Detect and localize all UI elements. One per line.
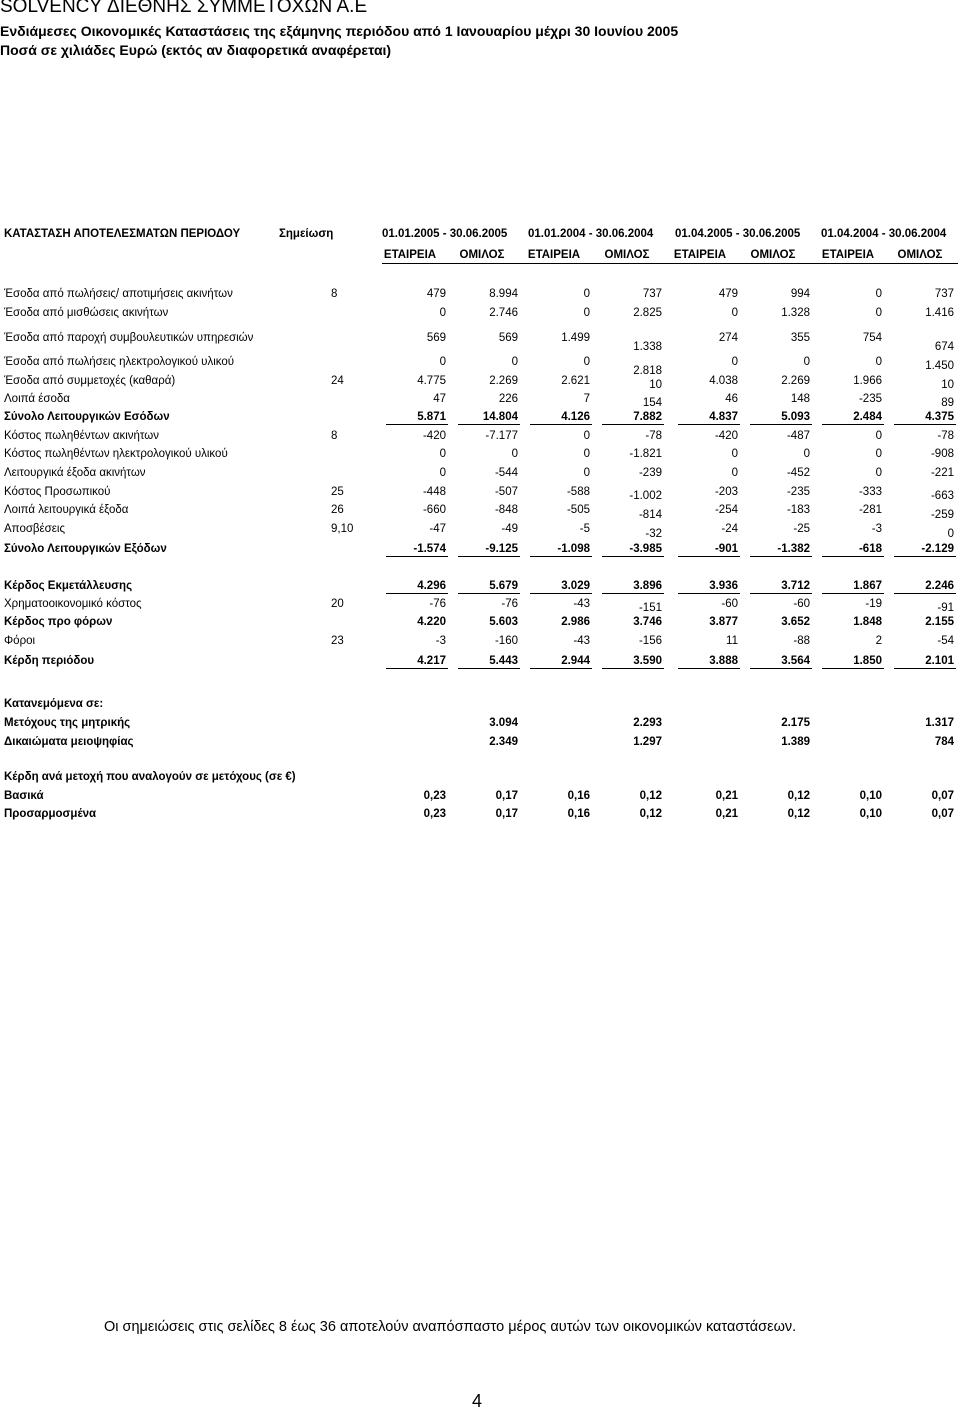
cell-value: 0 [511,448,518,460]
period-header-1: 01.01.2005 - 30.06.2005 [382,228,508,240]
note-column-header: Σημείωση [279,228,334,240]
cell-value: -618 [858,543,882,555]
cell-value: -239 [638,467,662,479]
cell-value: 1.416 [925,307,954,319]
row-note: 20 [331,598,344,610]
allocation-value: 3.094 [489,717,518,729]
eps-value: 0,12 [787,808,810,820]
cell-value: 0 [583,307,590,319]
total-underline [678,593,740,594]
eps-value: 0,12 [639,790,662,802]
cell-value: 0 [947,528,954,540]
eps-value: 0,12 [639,808,662,820]
cell-value: 3.936 [709,580,738,592]
total-underline [458,593,520,594]
entity-header: ΟΜΙΛΟΣ [897,249,943,261]
cell-value: 3.712 [781,580,810,592]
eps-value: 0,21 [715,808,738,820]
allocation-value: 2.349 [489,736,518,748]
cell-value: -9.125 [485,543,518,555]
cell-value: 0 [731,356,738,368]
cell-value: -1.574 [413,543,446,555]
cell-value: 3.888 [709,655,738,667]
cell-value: -60 [721,598,738,610]
cell-value: 0 [875,356,882,368]
cell-value: -505 [566,504,590,516]
entity-header: ΟΜΙΛΟΣ [459,249,505,261]
cell-value: 1.338 [633,341,662,353]
cell-value: 14.804 [482,411,518,423]
cell-value: -448 [422,486,446,498]
cell-value: -1.002 [629,490,662,502]
cell-value: 0 [583,430,590,442]
row-note: 25 [331,486,344,498]
cell-value: -908 [930,448,954,460]
row-note: 9,10 [331,523,354,535]
cell-value: 4.126 [561,411,590,423]
row-label: Σύνολο Λειτουργικών Εσόδων [4,411,170,423]
cell-value: 355 [790,332,810,344]
total-underline [822,556,884,557]
cell-value: 7 [583,393,590,405]
cell-value: 46 [725,393,738,405]
total-underline [530,668,592,669]
total-underline [386,424,448,425]
entity-header: ΕΤΑΙΡΕΙΑ [821,249,875,261]
cell-value: -43 [573,635,590,647]
eps-value: 0,07 [931,808,954,820]
row-label: Αποσβέσεις [4,523,65,535]
cell-value: -3.985 [629,543,662,555]
cell-value: -1.098 [557,543,590,555]
total-underline [894,668,956,669]
cell-value: 674 [934,341,954,353]
cell-value: -259 [930,509,954,521]
cell-value: -814 [638,509,662,521]
cell-value: 1.328 [781,307,810,319]
total-underline [386,556,448,557]
company-title: SOLVENCY ΔΙΕΘΝΗΣ ΣΥΜΜΕΤΟΧΩΝ Α.Ε [0,0,368,17]
cell-value: -487 [786,430,810,442]
total-underline [602,424,664,425]
cell-value: -588 [566,486,590,498]
row-label: Έσοδα από συμμετοχές (καθαρά) [4,375,176,387]
total-underline [386,668,448,669]
row-label: Χρηματοοικονομικό κόστος [4,598,142,610]
cell-value: -19 [865,598,882,610]
cell-value: 754 [862,332,882,344]
cell-value: -3 [435,635,446,647]
cell-value: 737 [642,288,662,300]
cell-value: 89 [941,397,954,409]
cell-value: -254 [714,504,738,516]
cell-value: -25 [793,523,810,535]
period-header-4: 01.04.2004 - 30.06.2004 [821,228,947,240]
header-rule [382,263,958,264]
cell-value: 5.603 [489,616,518,628]
cell-value: 154 [642,397,662,409]
total-underline [678,424,740,425]
row-note: 26 [331,504,344,516]
cell-value: 3.652 [781,616,810,628]
row-label: Κέρδος προ φόρων [4,616,113,628]
cell-value: 0 [511,356,518,368]
eps-title: Κέρδη ανά μετοχή που αναλογούν σε μετόχους (σε €) [4,771,296,783]
cell-value: 569 [498,332,518,344]
eps-value: 0,16 [567,790,590,802]
total-underline [750,668,812,669]
eps-value: 0,17 [495,808,518,820]
total-underline [822,424,884,425]
total-underline [822,668,884,669]
allocation-label: Μετόχους της μητρικής [4,717,131,729]
cell-value: -54 [937,635,954,647]
eps-value: 0,10 [859,790,882,802]
row-label: Κόστος Προσωπικού [4,486,111,498]
cell-value: 3.029 [561,580,590,592]
cell-value: -88 [793,635,810,647]
cell-value: 5.443 [489,655,518,667]
eps-value: 0,16 [567,808,590,820]
total-underline [750,424,812,425]
cell-value: 0 [439,467,446,479]
cell-value: 994 [790,288,810,300]
cell-value: 0 [439,307,446,319]
cell-value: 0 [731,307,738,319]
row-label: Σύνολο Λειτουργικών Εξόδων [4,543,167,555]
cell-value: 569 [426,332,446,344]
cell-value: 0 [439,448,446,460]
total-underline [602,556,664,557]
total-underline [894,593,956,594]
total-underline [678,556,740,557]
cell-value: -848 [494,504,518,516]
cell-value: -901 [714,543,738,555]
cell-value: -43 [573,598,590,610]
cell-value: -333 [858,486,882,498]
footer-note: Οι σημειώσεις στις σελίδες 8 έως 36 αποτελούν αναπόσπαστο μέρος αυτών των οικονομικών καταστάσεων. [104,1319,797,1335]
row-note: 8 [331,288,338,300]
cell-value: 8.994 [489,288,518,300]
cell-value: 3.896 [633,580,662,592]
row-label: Κέρδη περιόδου [4,655,95,667]
cell-value: 1.499 [561,332,590,344]
cell-value: 3.877 [709,616,738,628]
eps-value: 0,17 [495,790,518,802]
cell-value: -452 [786,467,810,479]
entity-header: ΕΤΑΙΡΕΙΑ [383,249,437,261]
cell-value: 5.679 [489,580,518,592]
cell-value: -160 [494,635,518,647]
total-underline [678,668,740,669]
cell-value: 7.882 [633,411,662,423]
total-underline [894,556,956,557]
eps-value: 0,12 [787,790,810,802]
row-label: Κέρδος Εκμετάλλευσης [4,580,133,592]
eps-value: 0,10 [859,808,882,820]
cell-value: 4.296 [417,580,446,592]
cell-value: -91 [937,602,954,614]
cell-value: 0 [875,448,882,460]
cell-value: 4.220 [417,616,446,628]
cell-value: -60 [793,598,810,610]
cell-value: 479 [426,288,446,300]
cell-value: 0 [803,356,810,368]
allocation-value: 1.389 [781,736,810,748]
cell-value: -47 [429,523,446,535]
cell-value: -76 [429,598,446,610]
cell-value: 1.850 [853,655,882,667]
cell-value: 2.825 [633,307,662,319]
cell-value: -660 [422,504,446,516]
cell-value: -156 [638,635,662,647]
cell-value: 47 [433,393,446,405]
cell-value: 2.269 [489,375,518,387]
cell-value: -203 [714,486,738,498]
cell-value: 0 [875,288,882,300]
eps-value: 0,23 [423,808,446,820]
cell-value: -420 [422,430,446,442]
cell-value: -1.821 [629,448,662,460]
cell-value: 2.986 [561,616,590,628]
cell-value: -1.382 [777,543,810,555]
allocation-value: 1.317 [925,717,954,729]
cell-value: -76 [501,598,518,610]
cell-value: -3 [871,523,882,535]
row-label: Κόστος πωληθέντων ακινήτων [4,430,159,442]
cell-value: 2.101 [925,655,954,667]
row-note: 8 [331,430,338,442]
entity-header: ΕΤΑΙΡΕΙΑ [673,249,727,261]
cell-value: 0 [583,467,590,479]
cell-value: -78 [937,430,954,442]
total-underline [750,556,812,557]
cell-value: -507 [494,486,518,498]
cell-value: -78 [645,430,662,442]
row-label: Λοιπά λειτουργικά έξοδα [4,504,129,516]
page-number: 4 [472,1391,483,1411]
cell-value: 479 [718,288,738,300]
cell-value: -2.129 [921,543,954,555]
entity-header: ΕΤΑΙΡΕΙΑ [527,249,581,261]
cell-value: 4.837 [709,411,738,423]
row-note: 23 [331,635,344,647]
row-label: Έσοδα από μισθώσεις ακινήτων [4,307,169,319]
eps-value: 0,23 [423,790,446,802]
cell-value: 0 [875,430,882,442]
cell-value: 4.038 [709,375,738,387]
total-underline [458,556,520,557]
cell-value: 5.093 [781,411,810,423]
cell-value: 737 [934,288,954,300]
cell-value: -281 [858,504,882,516]
cell-value: 5.871 [417,411,446,423]
cell-value: 2.621 [561,375,590,387]
period-header-3: 01.04.2005 - 30.06.2005 [675,228,801,240]
cell-value: 11 [726,635,738,647]
total-underline [458,668,520,669]
total-underline [602,593,664,594]
entity-header: ΟΜΙΛΟΣ [604,249,650,261]
cell-value: 0 [875,307,882,319]
row-label: Φόροι [4,635,36,647]
total-underline [386,593,448,594]
cell-value: -5 [579,523,590,535]
allocation-label: Δικαιώματα μειοψηφίας [4,736,134,748]
cell-value: 4.775 [417,375,446,387]
row-label: Έσοδα από παροχή συμβουλευτικών υπηρεσιών [4,332,254,344]
cell-value: -221 [930,467,954,479]
cell-value: 226 [498,393,518,405]
cell-value: 0 [583,356,590,368]
cell-value: 0 [731,448,738,460]
cell-value: 0 [875,467,882,479]
cell-value: -663 [930,490,954,502]
statement-subtitle: Ενδιάμεσες Οικονομικές Καταστάσεις της εξάμηνης περιόδου από 1 Ιανουαρίου μέχρι 30 Ιουνίου 2005 [0,23,679,39]
cell-value: 0 [803,448,810,460]
cell-value: -420 [714,430,738,442]
cell-value: 0 [583,448,590,460]
total-underline [750,593,812,594]
cell-value: 3.590 [633,655,662,667]
total-underline [530,424,592,425]
cell-value: -49 [501,523,518,535]
cell-value: 1.867 [853,580,882,592]
cell-value: -183 [786,504,810,516]
cell-value: 2.484 [853,411,882,423]
eps-label: Προσαρμοσμένα [4,808,97,820]
cell-value: 1.848 [853,616,882,628]
total-underline [894,424,956,425]
cell-value: 2.944 [561,655,590,667]
total-underline [822,593,884,594]
cell-value: 274 [718,332,738,344]
row-label: Λοιπά έσοδα [4,393,70,405]
cell-value: -235 [786,486,810,498]
eps-value: 0,21 [715,790,738,802]
cell-value: -544 [494,467,518,479]
cell-value: 10 [941,379,954,391]
row-label: Λειτουργικά έξοδα ακινήτων [4,467,146,479]
total-underline [458,424,520,425]
cell-value: 2.155 [925,616,954,628]
allocation-value: 2.175 [781,717,810,729]
cell-value: -32 [645,528,662,540]
allocation-title: Κατανεμόμενα σε: [4,698,104,710]
cell-value: 0 [439,356,446,368]
cell-value: 0 [731,467,738,479]
allocation-value: 784 [934,736,954,748]
period-header-2: 01.01.2004 - 30.06.2004 [528,228,654,240]
cell-value: 2 [875,635,882,647]
cell-value: 3.564 [781,655,810,667]
total-underline [530,593,592,594]
cell-value: 2.246 [925,580,954,592]
cell-value: 2.269 [781,375,810,387]
eps-value: 0,07 [931,790,954,802]
cell-value: 4.375 [925,411,954,423]
cell-value: -24 [721,523,738,535]
allocation-value: 1.297 [633,736,662,748]
cell-value: -235 [858,393,882,405]
total-underline [602,668,664,669]
cell-value: 0 [583,288,590,300]
cell-value: 148 [790,393,810,405]
cell-value: 2.746 [489,307,518,319]
cell-value: 10 [649,379,662,391]
row-label: Έσοδα από πωλήσεις/ αποτιμήσεις ακινήτων [4,288,233,300]
table-title: ΚΑΤΑΣΤΑΣΗ ΑΠΟΤΕΛΕΣΜΑΤΩΝ ΠΕΡΙΟΔΟΥ [4,228,241,240]
cell-value: -7.177 [485,430,518,442]
eps-label: Βασικά [4,790,44,802]
allocation-value: 2.293 [633,717,662,729]
cell-value: 2.818 [633,365,662,377]
row-label: Κόστος πωληθέντων ηλεκτρολογικού υλικού [4,448,228,460]
cell-value: 1.450 [925,360,954,372]
units-note: Ποσά σε χιλιάδες Ευρώ (εκτός αν διαφορετικά αναφέρεται) [0,42,392,58]
cell-value: 1.966 [853,375,882,387]
cell-value: 4.217 [417,655,446,667]
cell-value: 3.746 [633,616,662,628]
cell-value: -151 [638,602,662,614]
row-label: Έσοδα από πωλήσεις ηλεκτρολογικού υλικού [4,356,235,368]
entity-header: ΟΜΙΛΟΣ [750,249,796,261]
row-note: 24 [331,375,344,387]
total-underline [530,556,592,557]
